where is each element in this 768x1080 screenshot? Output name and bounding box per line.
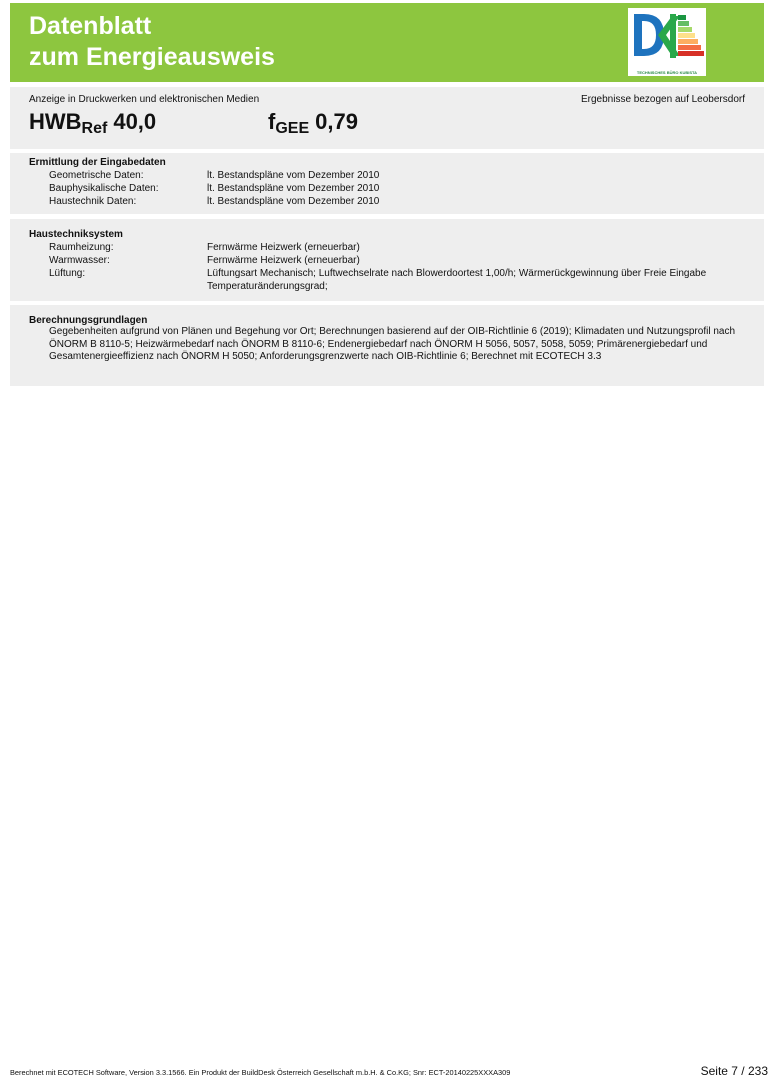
hwb-value: 40,0 — [113, 109, 157, 134]
row-label: Raumheizung: — [49, 242, 114, 253]
hwb-label: HWB — [29, 109, 82, 134]
title-line-2: zum Energieausweis — [29, 43, 275, 71]
page-number: Seite 7 / 233 — [700, 1064, 768, 1078]
row-value: Lüftungsart Mechanisch; Luftwechselrate nach Blowerdoortest 1,00/h; Wärmerückgewinnung über Freie Eingabe Temperaturänderungsgrad; — [207, 268, 707, 292]
document-title — [29, 11, 275, 73]
row-label: Bauphysikalische Daten: — [49, 183, 159, 194]
energy-label-logo-icon — [628, 8, 706, 70]
row-value: lt. Bestandspläne vom Dezember 2010 — [207, 196, 380, 207]
row-value: Fernwärme Heizwerk (erneuerbar) — [207, 242, 360, 253]
calculation-basis-panel — [10, 305, 764, 386]
title-line-1: Datenblatt — [29, 12, 152, 40]
calculation-basis-text: Gegebenheiten aufgrund von Plänen und Begehung vor Ort; Berechnungen basierend auf der OIB-Richtlinie 6 (2019); Klimadaten und Nutzungsprofil nach ÖNORM B 8110-5; Heizwärmebedarf nach ÖNORM B 8110-6; Endenergiebedarf nach ÖNORM H 5056, 5057, 5058, 5059; Primärenergiebedarf und Gesamtenergieeffizienz nach ÖNORM H 5050; Anforderungsgrenzwerte nach OIB-Richtlinie 6; Berechnet mit ECOTECH 3.3 — [49, 326, 736, 362]
summary-panel — [10, 87, 764, 149]
row-value: Fernwärme Heizwerk (erneuerbar) — [207, 255, 360, 266]
hwb-ref-indicator — [29, 109, 156, 138]
display-note: Anzeige in Druckwerken und elektronischen Medien — [29, 94, 260, 105]
section-title: Haustechniksystem — [29, 229, 123, 240]
fgee-label: f — [268, 109, 276, 134]
row-label: Lüftung: — [49, 268, 86, 279]
fgee-indicator — [268, 109, 358, 138]
section-title: Berechnungsgrundlagen — [29, 315, 148, 326]
fgee-subscript: GEE — [275, 120, 310, 137]
row-label: Haustechnik Daten: — [49, 196, 137, 207]
building-services-panel — [10, 219, 764, 301]
document-header — [10, 3, 764, 82]
row-label: Warmwasser: — [49, 255, 110, 266]
row-value: lt. Bestandspläne vom Dezember 2010 — [207, 170, 380, 181]
row-label: Geometrische Daten: — [49, 170, 144, 181]
input-data-panel — [10, 153, 764, 214]
fgee-value: 0,79 — [315, 109, 358, 134]
results-location-note: Ergebnisse bezogen auf Leobersdorf — [580, 94, 745, 105]
row-value: lt. Bestandspläne vom Dezember 2010 — [207, 183, 380, 194]
company-logo — [628, 8, 706, 76]
section-title: Ermittlung der Eingabedaten — [29, 157, 166, 168]
software-footer-note: Berechnet mit ECOTECH Software, Version 3.3.1566. Ein Produkt der BuildDesk Österreich Gesellschaft m.b.H. & Co.KG; Snr: ECT-20140225XXXA309 — [10, 1068, 511, 1077]
logo-caption: TECHNISCHES BÜRO KUBISTA — [636, 70, 698, 75]
hwb-subscript: Ref — [81, 120, 108, 137]
